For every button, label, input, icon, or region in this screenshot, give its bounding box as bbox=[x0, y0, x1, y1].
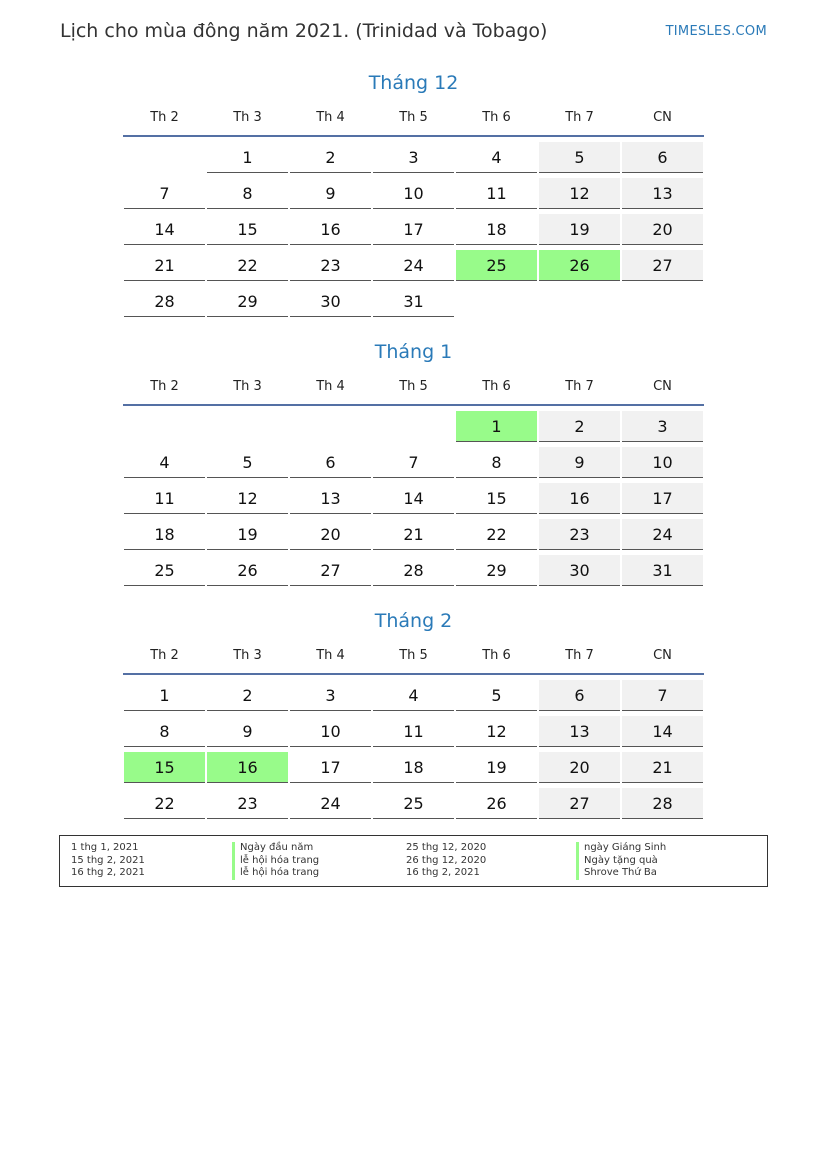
day-cell bbox=[538, 142, 621, 178]
day-number: 18 bbox=[124, 519, 205, 550]
weekday-label: Th 7 bbox=[565, 379, 594, 394]
day-number: 18 bbox=[373, 752, 454, 783]
legend-names-right bbox=[576, 842, 666, 880]
month-calendar bbox=[123, 71, 704, 322]
day-cell bbox=[455, 680, 538, 716]
week-row bbox=[123, 447, 704, 483]
day-number: 24 bbox=[622, 519, 703, 550]
legend-date: 25 thg 12, 2020 bbox=[406, 842, 487, 853]
day-cell bbox=[206, 680, 289, 716]
day-cell bbox=[289, 447, 372, 483]
empty-day-cell bbox=[206, 411, 289, 447]
day-number: 13 bbox=[539, 716, 620, 747]
legend-date: 1 thg 1, 2021 bbox=[71, 842, 139, 853]
weekday-label: CN bbox=[653, 648, 672, 663]
day-number: 27 bbox=[539, 788, 620, 819]
week-row bbox=[123, 178, 704, 214]
day-cell bbox=[621, 250, 704, 286]
day-number: 22 bbox=[207, 250, 288, 281]
day-number: 23 bbox=[290, 250, 371, 281]
day-number: 22 bbox=[456, 519, 537, 550]
day-number: 4 bbox=[124, 447, 205, 478]
day-number: 10 bbox=[373, 178, 454, 209]
day-number: 5 bbox=[456, 680, 537, 711]
day-cell bbox=[538, 680, 621, 716]
month-title: Tháng 12 bbox=[368, 72, 459, 94]
legend-holiday-name: lễ hội hóa trang bbox=[232, 855, 319, 868]
week-row bbox=[123, 286, 704, 322]
day-cell bbox=[372, 555, 455, 591]
day-cell bbox=[289, 788, 372, 824]
day-number: 21 bbox=[622, 752, 703, 783]
legend-holiday-name: Shrove Thứ Ba bbox=[576, 867, 666, 880]
day-cell bbox=[123, 788, 206, 824]
day-number: 9 bbox=[539, 447, 620, 478]
day-cell bbox=[455, 555, 538, 591]
day-number: 8 bbox=[456, 447, 537, 478]
week-row bbox=[123, 680, 704, 716]
day-number: 21 bbox=[373, 519, 454, 550]
day-cell bbox=[206, 788, 289, 824]
day-cell bbox=[123, 752, 206, 788]
day-cell bbox=[206, 447, 289, 483]
day-number: 17 bbox=[290, 752, 371, 783]
day-number: 16 bbox=[290, 214, 371, 245]
weekday-header bbox=[123, 109, 704, 137]
day-number: 23 bbox=[539, 519, 620, 550]
weekday-header bbox=[123, 647, 704, 675]
day-number: 15 bbox=[207, 214, 288, 245]
legend-date: 26 thg 12, 2020 bbox=[406, 854, 487, 866]
day-number: 17 bbox=[373, 214, 454, 245]
day-number: 17 bbox=[622, 483, 703, 514]
day-number: 9 bbox=[207, 716, 288, 747]
day-number: 9 bbox=[290, 178, 371, 209]
day-cell bbox=[538, 519, 621, 555]
day-number: 3 bbox=[373, 142, 454, 173]
day-cell bbox=[621, 716, 704, 752]
day-cell bbox=[206, 752, 289, 788]
month-calendar bbox=[123, 340, 704, 591]
day-cell bbox=[372, 752, 455, 788]
day-cell bbox=[372, 142, 455, 178]
week-row bbox=[123, 555, 704, 591]
day-cell bbox=[372, 716, 455, 752]
day-number: 18 bbox=[456, 214, 537, 245]
weekday-label: Th 3 bbox=[233, 379, 262, 394]
day-number: 8 bbox=[124, 716, 205, 747]
day-cell bbox=[621, 483, 704, 519]
weekday-label: Th 5 bbox=[399, 110, 428, 125]
day-cell bbox=[289, 214, 372, 250]
day-cell bbox=[123, 483, 206, 519]
day-number: 29 bbox=[207, 286, 288, 317]
day-cell bbox=[123, 680, 206, 716]
day-number: 12 bbox=[539, 178, 620, 209]
day-cell bbox=[289, 680, 372, 716]
day-number: 26 bbox=[539, 250, 620, 281]
day-cell bbox=[123, 250, 206, 286]
empty-day-cell bbox=[538, 286, 621, 322]
day-cell bbox=[289, 178, 372, 214]
day-cell bbox=[372, 178, 455, 214]
day-number: 15 bbox=[124, 752, 205, 783]
weekday-label: Th 4 bbox=[316, 648, 345, 663]
day-cell bbox=[123, 447, 206, 483]
empty-day-cell bbox=[372, 411, 455, 447]
day-cell bbox=[123, 214, 206, 250]
empty-day-cell bbox=[621, 286, 704, 322]
day-cell bbox=[372, 447, 455, 483]
day-number: 25 bbox=[373, 788, 454, 819]
day-cell bbox=[538, 483, 621, 519]
day-number: 25 bbox=[124, 555, 205, 586]
weekday-label: Th 7 bbox=[565, 110, 594, 125]
day-cell bbox=[455, 178, 538, 214]
day-number: 7 bbox=[124, 178, 205, 209]
day-number: 19 bbox=[539, 214, 620, 245]
week-row bbox=[123, 142, 704, 178]
day-cell bbox=[621, 447, 704, 483]
day-cell bbox=[621, 214, 704, 250]
holiday-legend bbox=[59, 835, 768, 887]
day-cell bbox=[455, 447, 538, 483]
day-cell bbox=[289, 286, 372, 322]
day-number: 28 bbox=[622, 788, 703, 819]
week-row bbox=[123, 519, 704, 555]
day-number: 24 bbox=[373, 250, 454, 281]
weekday-label: Th 2 bbox=[150, 648, 179, 663]
day-cell bbox=[538, 214, 621, 250]
day-number: 31 bbox=[622, 555, 703, 586]
day-number: 10 bbox=[622, 447, 703, 478]
day-number: 30 bbox=[539, 555, 620, 586]
weekday-label: Th 2 bbox=[150, 110, 179, 125]
page-title: Lịch cho mùa đông năm 2021. (Trinidad và Tobago) bbox=[60, 20, 548, 42]
week-row bbox=[123, 250, 704, 286]
weekday-label: Th 6 bbox=[482, 379, 511, 394]
weekday-label: Th 3 bbox=[233, 648, 262, 663]
day-number: 28 bbox=[373, 555, 454, 586]
weekday-label: CN bbox=[653, 379, 672, 394]
day-number: 28 bbox=[124, 286, 205, 317]
legend-holiday-name: ngày Giáng Sinh bbox=[576, 842, 666, 855]
day-number: 11 bbox=[373, 716, 454, 747]
weekday-label: Th 5 bbox=[399, 379, 428, 394]
legend-dates-right bbox=[406, 842, 486, 880]
legend-dates-left bbox=[71, 842, 145, 880]
day-cell bbox=[621, 519, 704, 555]
day-cell bbox=[455, 716, 538, 752]
day-cell bbox=[206, 286, 289, 322]
month-title: Tháng 2 bbox=[374, 610, 453, 632]
empty-day-cell bbox=[123, 142, 206, 178]
day-cell bbox=[538, 447, 621, 483]
day-cell bbox=[289, 142, 372, 178]
day-cell bbox=[123, 716, 206, 752]
day-cell bbox=[289, 716, 372, 752]
day-number: 7 bbox=[622, 680, 703, 711]
legend-holiday-name: Ngày đầu năm bbox=[232, 842, 319, 855]
day-number: 20 bbox=[622, 214, 703, 245]
day-cell bbox=[621, 752, 704, 788]
day-cell bbox=[621, 411, 704, 447]
empty-day-cell bbox=[455, 286, 538, 322]
day-number: 31 bbox=[373, 286, 454, 317]
day-number: 1 bbox=[207, 142, 288, 173]
day-cell bbox=[621, 680, 704, 716]
day-number: 3 bbox=[622, 411, 703, 442]
day-cell bbox=[372, 788, 455, 824]
day-cell bbox=[538, 250, 621, 286]
legend-holiday-name: Ngày tặng quà bbox=[576, 855, 666, 868]
day-cell bbox=[289, 483, 372, 519]
week-row bbox=[123, 788, 704, 824]
day-cell bbox=[206, 519, 289, 555]
day-number: 14 bbox=[622, 716, 703, 747]
legend-date: 15 thg 2, 2021 bbox=[71, 854, 145, 866]
day-cell bbox=[372, 519, 455, 555]
day-cell bbox=[372, 680, 455, 716]
day-number: 14 bbox=[373, 483, 454, 514]
day-number: 1 bbox=[124, 680, 205, 711]
weekday-label: CN bbox=[653, 110, 672, 125]
day-cell bbox=[289, 752, 372, 788]
day-number: 13 bbox=[622, 178, 703, 209]
day-cell bbox=[372, 483, 455, 519]
day-number: 22 bbox=[124, 788, 205, 819]
day-cell bbox=[538, 411, 621, 447]
day-cell bbox=[455, 142, 538, 178]
day-number: 12 bbox=[207, 483, 288, 514]
day-number: 16 bbox=[207, 752, 288, 783]
day-number: 21 bbox=[124, 250, 205, 281]
week-row bbox=[123, 716, 704, 752]
day-cell bbox=[538, 178, 621, 214]
day-number: 26 bbox=[207, 555, 288, 586]
empty-day-cell bbox=[123, 411, 206, 447]
weekday-header bbox=[123, 378, 704, 406]
day-cell bbox=[206, 483, 289, 519]
day-number: 11 bbox=[456, 178, 537, 209]
day-number: 2 bbox=[290, 142, 371, 173]
day-cell bbox=[621, 142, 704, 178]
day-cell bbox=[455, 788, 538, 824]
weekday-label: Th 5 bbox=[399, 648, 428, 663]
day-cell bbox=[206, 214, 289, 250]
day-number: 14 bbox=[124, 214, 205, 245]
day-cell bbox=[206, 178, 289, 214]
month-title: Tháng 1 bbox=[374, 341, 453, 363]
week-row bbox=[123, 411, 704, 447]
day-number: 3 bbox=[290, 680, 371, 711]
day-number: 1 bbox=[456, 411, 537, 442]
week-row bbox=[123, 214, 704, 250]
weekday-label: Th 2 bbox=[150, 379, 179, 394]
day-cell bbox=[538, 555, 621, 591]
day-number: 11 bbox=[124, 483, 205, 514]
day-cell bbox=[372, 286, 455, 322]
day-cell bbox=[621, 555, 704, 591]
day-cell bbox=[538, 752, 621, 788]
day-number: 6 bbox=[290, 447, 371, 478]
week-row bbox=[123, 483, 704, 519]
day-number: 19 bbox=[207, 519, 288, 550]
day-number: 4 bbox=[373, 680, 454, 711]
day-number: 27 bbox=[290, 555, 371, 586]
day-number: 5 bbox=[539, 142, 620, 173]
day-cell bbox=[123, 286, 206, 322]
day-cell bbox=[372, 250, 455, 286]
weekday-label: Th 7 bbox=[565, 648, 594, 663]
day-number: 6 bbox=[539, 680, 620, 711]
day-number: 30 bbox=[290, 286, 371, 317]
day-number: 24 bbox=[290, 788, 371, 819]
day-cell bbox=[455, 519, 538, 555]
day-number: 13 bbox=[290, 483, 371, 514]
day-number: 12 bbox=[456, 716, 537, 747]
weekday-label: Th 6 bbox=[482, 110, 511, 125]
brand-link[interactable]: TIMESLES.COM bbox=[665, 24, 767, 39]
day-number: 4 bbox=[456, 142, 537, 173]
day-number: 19 bbox=[456, 752, 537, 783]
day-number: 23 bbox=[207, 788, 288, 819]
day-number: 7 bbox=[373, 447, 454, 478]
day-number: 26 bbox=[456, 788, 537, 819]
day-number: 20 bbox=[539, 752, 620, 783]
day-cell bbox=[206, 250, 289, 286]
day-number: 27 bbox=[622, 250, 703, 281]
legend-date: 16 thg 2, 2021 bbox=[406, 867, 480, 879]
day-cell bbox=[206, 142, 289, 178]
day-cell bbox=[538, 788, 621, 824]
day-number: 15 bbox=[456, 483, 537, 514]
day-number: 29 bbox=[456, 555, 537, 586]
day-cell bbox=[123, 555, 206, 591]
day-cell bbox=[621, 788, 704, 824]
day-cell bbox=[455, 214, 538, 250]
weekday-label: Th 6 bbox=[482, 648, 511, 663]
weekday-label: Th 4 bbox=[316, 110, 345, 125]
day-cell bbox=[455, 752, 538, 788]
weekday-label: Th 3 bbox=[233, 110, 262, 125]
day-cell bbox=[455, 250, 538, 286]
day-cell bbox=[372, 214, 455, 250]
day-cell bbox=[289, 519, 372, 555]
legend-holiday-name: lễ hội hóa trang bbox=[232, 867, 319, 880]
day-cell bbox=[455, 411, 538, 447]
day-number: 20 bbox=[290, 519, 371, 550]
day-cell bbox=[289, 555, 372, 591]
day-number: 5 bbox=[207, 447, 288, 478]
empty-day-cell bbox=[289, 411, 372, 447]
day-cell bbox=[621, 178, 704, 214]
day-number: 2 bbox=[207, 680, 288, 711]
day-cell bbox=[206, 555, 289, 591]
day-cell bbox=[289, 250, 372, 286]
day-number: 10 bbox=[290, 716, 371, 747]
day-number: 6 bbox=[622, 142, 703, 173]
day-cell bbox=[455, 483, 538, 519]
day-cell bbox=[538, 716, 621, 752]
week-row bbox=[123, 752, 704, 788]
day-number: 8 bbox=[207, 178, 288, 209]
day-cell bbox=[123, 519, 206, 555]
day-cell bbox=[206, 716, 289, 752]
weekday-label: Th 4 bbox=[316, 379, 345, 394]
day-number: 2 bbox=[539, 411, 620, 442]
day-cell bbox=[123, 178, 206, 214]
legend-date: 16 thg 2, 2021 bbox=[71, 867, 145, 879]
month-calendar bbox=[123, 609, 704, 824]
day-number: 16 bbox=[539, 483, 620, 514]
day-number: 25 bbox=[456, 250, 537, 281]
legend-names-left bbox=[232, 842, 319, 880]
